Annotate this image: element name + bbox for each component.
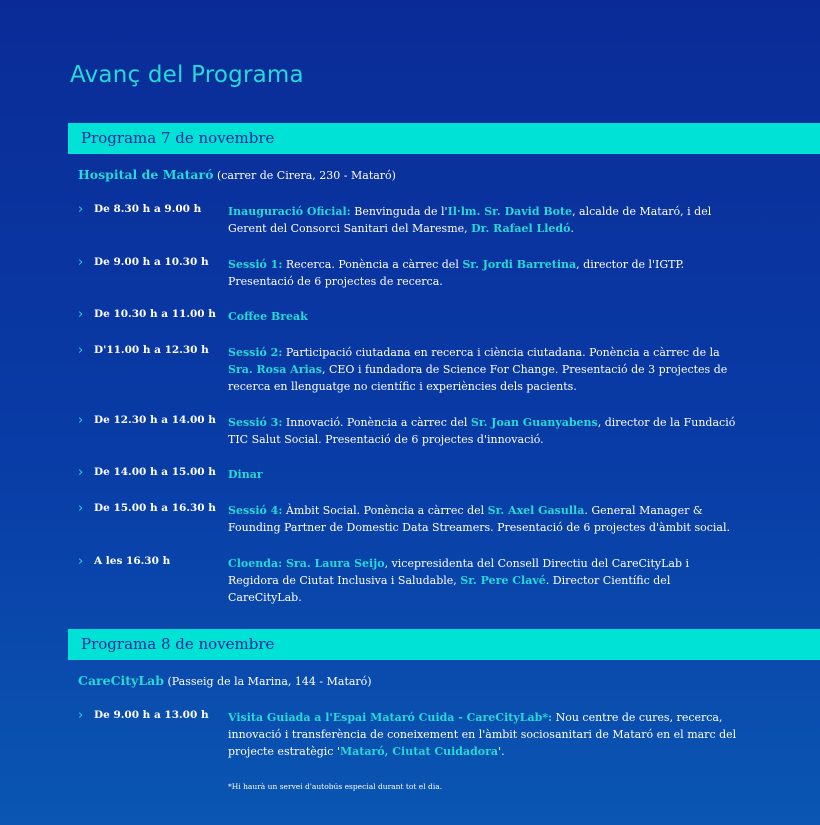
body-text: . Director Científic del CareCityLab.: [228, 574, 671, 604]
highlight-text: Sr. Jordi Barretina: [462, 258, 577, 271]
schedule-time: De 9.00 h a 10.30 h: [94, 256, 209, 268]
highlight-text: Cloenda: Sra. Laura Seijo: [228, 557, 385, 570]
schedule-time: De 12.30 h a 14.00 h: [94, 414, 216, 426]
body-text: , CEO i fundadora de Science For Change. Presentació de 3 projectes de recerca en llenguatge no científic i experiències dels pacients.: [228, 363, 728, 393]
chevron-right-icon: ›: [78, 343, 84, 358]
highlight-text: Sessió 1:: [228, 258, 283, 271]
schedule-description: [228, 466, 743, 483]
schedule-description: [228, 709, 743, 760]
highlight-text: Sr. Axel Gasulla: [487, 504, 585, 517]
chevron-right-icon: ›: [78, 708, 84, 723]
schedule-time: De 8.30 h a 9.00 h: [94, 203, 202, 215]
highlight-text: Dinar: [228, 468, 263, 481]
highlight-text: Mataró, Ciutat Cuidadora: [340, 745, 499, 758]
schedule-description: [228, 203, 743, 237]
body-text: . General Manager & Founding Partner de Domestic Data Streamers. Presentació de 6 projectes d'àmbit social.: [228, 504, 730, 534]
venue-day2: [78, 673, 372, 688]
venue-day1: [78, 167, 396, 182]
schedule-time: A les 16.30 h: [94, 555, 171, 567]
schedule-description: [228, 502, 743, 536]
chevron-right-icon: ›: [78, 202, 84, 217]
body-text: , director de l'IGTP. Presentació de 6 projectes de recerca.: [228, 258, 685, 288]
chevron-right-icon: ›: [78, 413, 84, 428]
chevron-right-icon: ›: [78, 501, 84, 516]
page-title: Avanç del Programa: [70, 62, 304, 88]
program-band-day2: Programa 8 de novembre: [68, 629, 820, 660]
body-text: .: [570, 222, 574, 235]
chevron-right-icon: ›: [78, 554, 84, 569]
schedule-time: De 9.00 h a 13.00 h: [94, 709, 209, 721]
schedule-description: [228, 256, 743, 290]
program-band-day1: Programa 7 de novembre: [68, 123, 820, 154]
body-text: Nou centre de cures, recerca, innovació i transferència de coneixement en l'àmbit sociosanitari de Mataró en el marc del projecte estratègic ': [228, 711, 737, 758]
body-text: , alcalde de Mataró, i del Gerent del Consorci Sanitari del Maresme,: [228, 205, 712, 235]
schedule-description: [228, 414, 743, 448]
highlight-text: Sessió 4:: [228, 504, 283, 517]
highlight-text: Il·lm. Sr. David Bote: [447, 205, 573, 218]
highlight-text: Inauguració Oficial:: [228, 205, 351, 218]
chevron-right-icon: ›: [78, 255, 84, 270]
schedule-description: [228, 344, 743, 395]
highlight-text: Visita Guiada a l'Espai Mataró Cuida - CareCityLab*:: [228, 711, 553, 724]
highlight-text: Sra. Rosa Arias: [228, 363, 322, 376]
highlight-text: Sr. Pere Clavé: [460, 574, 546, 587]
venue-address: (Passeig de la Marina, 144 - Mataró): [167, 675, 372, 688]
schedule-time: De 10.30 h a 11.00 h: [94, 308, 216, 320]
body-text: '.: [498, 745, 505, 758]
body-text: Recerca. Ponència a càrrec del: [282, 258, 463, 271]
highlight-text: Sessió 2:: [228, 346, 283, 359]
body-text: Innovació. Ponència a càrrec del: [282, 416, 471, 429]
highlight-text: Dr. Rafael Lledó: [471, 222, 571, 235]
schedule-time: D'11.00 h a 12.30 h: [94, 344, 209, 356]
body-text: , vicepresidenta del Consell Directiu del CareCityLab i Regidora de Ciutat Inclusiva i Saludable,: [228, 557, 690, 587]
footnote: *Hi haurà un servei d'autobús especial durant tot el dia.: [228, 782, 443, 791]
highlight-text: Coffee Break: [228, 310, 308, 323]
schedule-time: De 15.00 h a 16.30 h: [94, 502, 216, 514]
highlight-text: Sessió 3:: [228, 416, 283, 429]
venue-name: Hospital de Mataró: [78, 167, 214, 182]
venue-address: (carrer de Cirera, 230 - Mataró): [216, 169, 396, 182]
schedule-time: De 14.00 h a 15.00 h: [94, 466, 216, 478]
chevron-right-icon: ›: [78, 465, 84, 480]
body-text: Àmbit Social. Ponència a càrrec del: [282, 504, 488, 517]
body-text: Benvinguda de l': [350, 205, 448, 218]
body-text: Participació ciutadana en recerca i ciència ciutadana. Ponència a càrrec de la: [282, 346, 720, 359]
schedule-description: [228, 555, 743, 606]
highlight-text: Sr. Joan Guanyabens: [470, 416, 598, 429]
body-text: , director de la Fundació TIC Salut Social. Presentació de 6 projectes d'innovació.: [228, 416, 736, 446]
venue-name: CareCityLab: [78, 673, 164, 688]
schedule-description: [228, 308, 743, 325]
chevron-right-icon: ›: [78, 307, 84, 322]
